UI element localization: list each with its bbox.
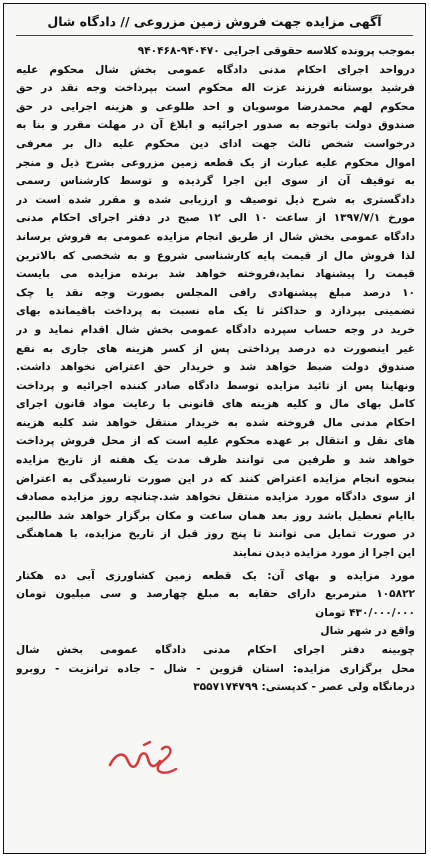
text-line: ونهایتا پس از تائید مزایده توسط دادگاه صادر کننده اجرائیه و پرداخت <box>16 379 415 392</box>
notice-frame <box>3 3 426 854</box>
text-line: خرید در وجه حساب سپرده دادگاه عمومی بخش شال اقدام نماید و در <box>16 323 415 336</box>
text-line: بموجب پرونده کلاسه حقوقی اجرایی ۹۴۰۴۷۰-۹۴۰۴۶۸ <box>137 45 415 57</box>
text-line: محل برگزاری مزایده: استان قزوین - شال - جاده ترانزیت - روبرو <box>16 662 415 675</box>
notice-details <box>16 567 415 697</box>
text-line: ۴۳۰/۰۰۰/۰۰۰ تومان <box>315 606 415 619</box>
notice-paragraph <box>16 42 415 563</box>
text-line: ۱۰۵۸۲۲ مترمربع دارای حقابه به مبلغ چهارصد و سی میلیون تومان <box>16 588 415 601</box>
text-line: باایام تعطیل باشد روز بعد همان ساعت و مکان برگزار خواهد شد طالبین <box>16 509 415 522</box>
text-line: در صورت تمایل می توانند تا پنج روز قبل از تاریخ مزایده، با هماهنگی <box>16 528 415 541</box>
text-line: درواحد اجرای احکام مدنی دادگاه عمومی بخش شال محکوم علیه <box>16 63 415 76</box>
text-line: این اجرا از مورد مزایده دیدن نمایند <box>232 547 415 560</box>
text-line: درخواست شخص ثالث جهت ادای دین محکوم علیه دال بر معرفی <box>16 137 415 150</box>
text-line: دادگاه عمومی بخش شال از طریق انجام مزایده عمومی به فروش برساند <box>16 230 415 243</box>
text-line: تضمینی بپردازد و حداکثر تا یک ماه نسبت به پرداخت باقیمانده بهای <box>16 305 415 318</box>
text-line: لذا فروش مال از قیمت پایه کارشناسی شروع و به شخصی که بالاترین <box>16 249 415 262</box>
text-line: فرشید بوستانه فرزند عزت اله محکوم است بپرداخت وجه نقد در حق <box>16 82 415 95</box>
text-line: محکوم لهم محمدرضا موسویان و احد طلوعی و هزینه اجرایی در حق <box>16 100 415 113</box>
text-line: صندوق دولت باتوجه به صدور اجرائیه و ابلاغ آن در مهلت مقرر و بنا به <box>16 119 415 132</box>
text-line: کامل بهای مال و کلیه هزینه های قانونی با رعایت مواد قانون اجرای <box>16 398 415 411</box>
text-line: از سوی دادگاه مورد مزایده منتقل نخواهد شد.چنانچه روز مزایده مصادف <box>16 491 415 504</box>
text-line: مورخ ۱۳۹۷/۷/۱ از ساعت ۱۰ الی ۱۲ صبح در دفتر اجرای احکام مدنی <box>16 212 415 225</box>
text-line: اموال محکوم علیه عبارت از یک قطعه زمین مزروعی بشرح ذیل و منجر <box>16 156 415 169</box>
notice-body <box>4 42 425 697</box>
text-line: غیر اینصورت ده درصد پرداختی پس از کسر هزینه های جاری به نفع <box>16 342 415 355</box>
text-line: چوبینه دفتر اجرای احکام مدنی دادگاه عمومی بخش شال <box>16 644 415 656</box>
text-line: مورد مزایده و بهای آن: یک قطعه زمین کشاورزی آبی ده هکتار <box>16 569 415 582</box>
text-line: بنحوه انجام مزایده اعتراض کنند که در این صورت تارسیدگی به اعتراض <box>16 472 415 485</box>
text-line: واقع در شهر شال <box>320 625 415 638</box>
text-line: درمانگاه ولی عصر - کدپستی: ۳۵۵۷۱۷۴۷۹۹ <box>193 681 415 694</box>
text-line: خواهد شد و طرفین می توانند ظرف مدت یک هفته از تاریخ مزایده <box>16 454 415 467</box>
text-line: صندوق دولت ضبط خواهد شد و خریدار حق اعتراض نخواهد داشت. <box>16 361 415 374</box>
text-line: احکام مدنی مال فروخته شده به خریدار منتقل خواهد شد کلیه هزینه <box>16 416 415 429</box>
text-line: های نقل و انتقال بر عهده محکوم علیه است که از محل فروش پرداخت <box>16 435 415 448</box>
notice-title: آگهی مزایده جهت فروش زمین مزروعی // دادگاه شال <box>16 14 413 36</box>
text-line: قیمت را پیشنهاد نماید،فروخته خواهد شد برنده مزایده می بایست <box>16 268 415 281</box>
text-line: به توقیف آن از سوی این اجرا گردیده و توسط کارشناس رسمی <box>16 175 415 188</box>
handwritten-signature <box>104 739 184 779</box>
text-line: ۱۰ درصد مبلغ پیشنهادی رافی المجلس بصورت وجه نقد یا چک <box>16 286 415 299</box>
text-line: دادگستری به شرح ذیل توصیف و ارزیابی شده و مقرر شده است در <box>16 193 415 206</box>
